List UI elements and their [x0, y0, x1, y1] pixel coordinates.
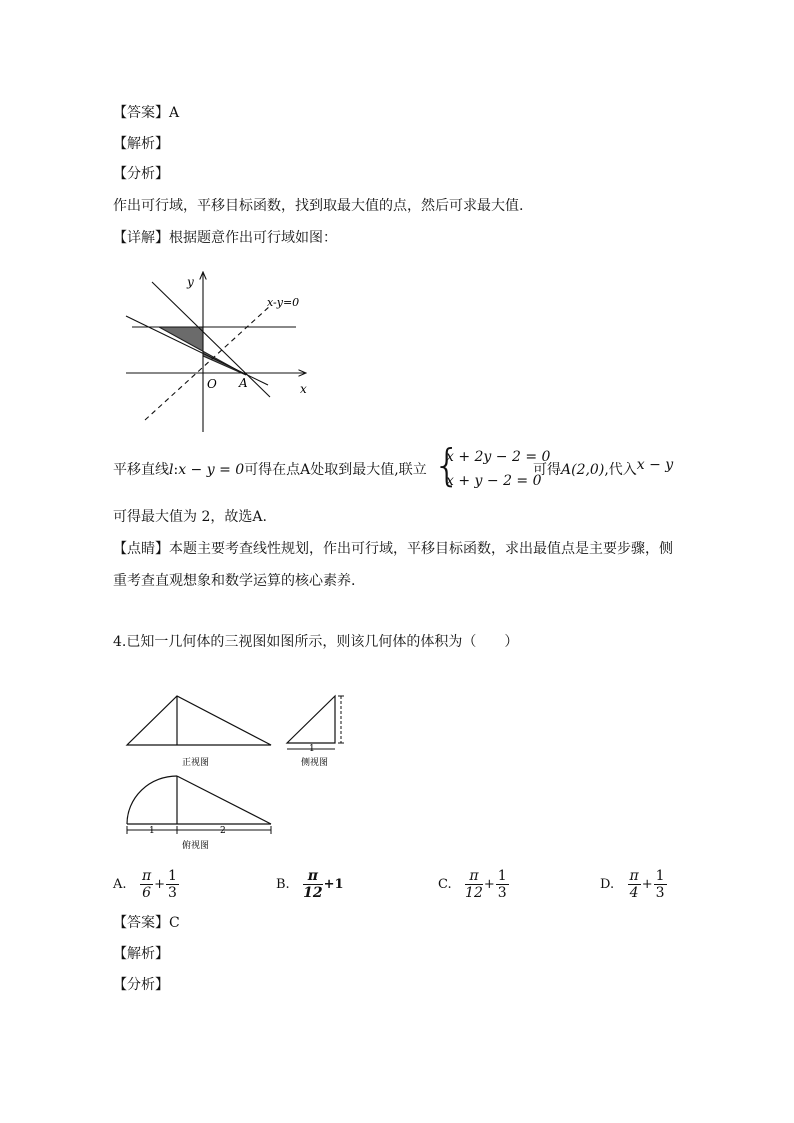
option-c-frac-2: $\frac{1}{3}$	[497, 868, 507, 901]
answer-line-2: 【答案】C	[113, 915, 180, 931]
top-view-label: 俯视图	[182, 841, 210, 851]
detail-heading: 【详解】根据题意作出可行域如图：	[113, 230, 337, 246]
x-axis-label: x	[300, 382, 307, 396]
side-view-dim-value: 1	[309, 744, 315, 754]
comment-line-1: 【点睛】本题主要考查线性规划，作出可行域，平移目标函数，求出最值点是主要步骤，侧	[113, 541, 673, 557]
comment-line-2: 重考查直观想象和数学运算的核心素养.	[113, 573, 356, 589]
question-4: 4.已知一几何体的三视图如图所示，则该几何体的体积为（ ）	[113, 634, 519, 650]
side-view-triangle	[287, 696, 335, 743]
side-view-label: 侧视图	[301, 758, 329, 768]
option-d-frac-2: $\frac{1}{3}$	[655, 868, 665, 901]
option-a[interactable]: A. $\frac{\pi}{6}$ + $\frac{1}{3}$	[113, 868, 177, 901]
option-a-frac-2: $\frac{1}{3}$	[168, 868, 177, 901]
top-view-arc	[127, 776, 177, 824]
fenxi-heading: 【分析】	[113, 166, 169, 182]
fenxi-heading-2: 【分析】	[113, 977, 169, 993]
dashed-line-label: x-y=0	[267, 296, 300, 309]
solution-line-cont: 可得A(2,0),代入x − y	[533, 457, 674, 478]
option-c-frac-1: $\frac{\pi}{12}$	[465, 868, 483, 901]
feasible-region-graph	[118, 262, 318, 437]
option-a-frac-1: $\frac{\pi}{6}$	[141, 868, 152, 901]
result-line: 可得最大值为 2，故选A.	[113, 509, 267, 525]
system-brace: {	[433, 440, 461, 491]
origin-label: O	[207, 377, 217, 391]
front-view-label: 正视图	[182, 758, 210, 768]
fenxi-text: 作出可行域，平移目标函数，找到取最大值的点，然后可求最大值.	[113, 198, 524, 214]
analysis-heading-2: 【解析】	[113, 946, 169, 962]
option-d-frac-1: $\frac{\pi}{4}$	[629, 868, 639, 901]
y-axis-label: y	[187, 275, 194, 289]
answer-line: 【答案】A	[113, 105, 180, 121]
point-a-label: A	[239, 376, 248, 390]
front-view-triangle	[127, 696, 271, 745]
equation-1: x + 2y − 2 = 0	[446, 449, 551, 465]
analysis-heading: 【解析】	[113, 136, 169, 152]
option-d[interactable]: D. $\frac{\pi}{4}$ + $\frac{1}{3}$	[600, 868, 665, 901]
top-view-dim-2: 2	[220, 826, 226, 836]
top-view-dim-1: 1	[149, 826, 155, 836]
solution-line: 平移直线l:x − y = 0可得在点A处取到最大值,联立	[113, 462, 427, 478]
equation-2: x + y − 2 = 0	[446, 473, 542, 489]
line-x-minus-y	[145, 306, 270, 420]
option-b-frac-1: $\frac{\pi}{12}$	[303, 868, 323, 901]
option-b[interactable]: B. $\frac{\pi}{12}$ +1	[276, 868, 344, 901]
top-view-hypotenuse	[177, 776, 271, 824]
option-c[interactable]: C. $\frac{\pi}{12}$ + $\frac{1}{3}$	[438, 868, 507, 901]
three-view-figure	[120, 690, 360, 855]
